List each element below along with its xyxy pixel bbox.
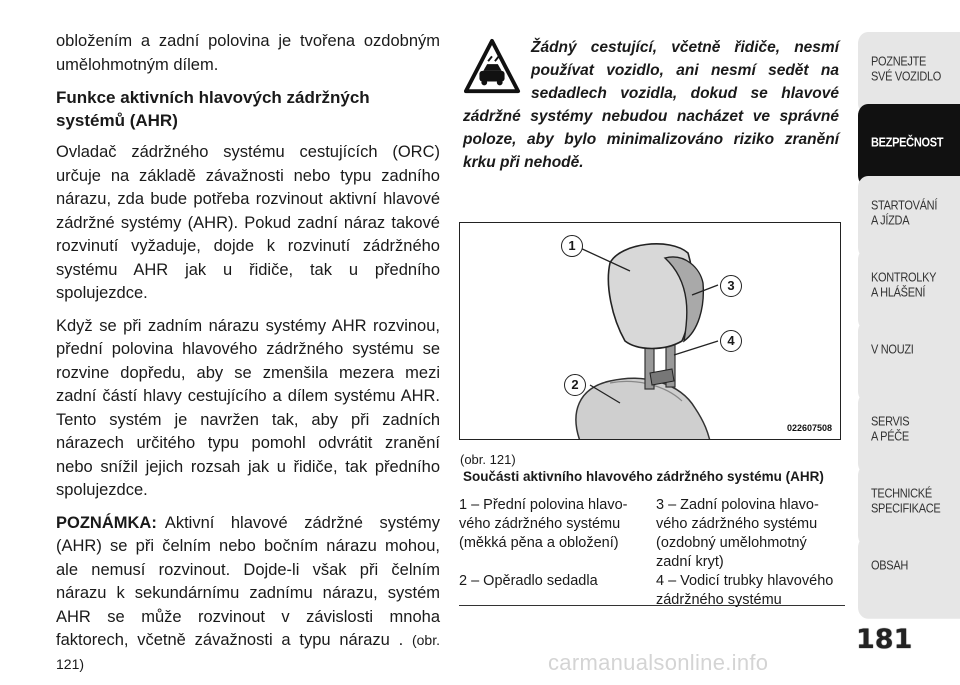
callout-2: 2 [564,374,586,396]
main-text-column [56,30,440,685]
legend-item-1-line-2: vého zádržného systému [459,516,621,532]
note-paragraph [56,512,440,677]
legend-item-2: 2 – Opěradlo sedadla [459,573,598,589]
figure-number: (obr. 121) [460,452,516,467]
note-text: Aktivní hlavové zádržné systémy (AHR) se při čelním nebo bočním nárazu mohou, ale nemusí rozvinout. Dojde-li však při čelním nárazu k sekundárnímu zadnímu nárazu, systém AHR se může rozvinout v závislosti mnoha faktorech, včetně závažnosti a typu nárazu . [56,513,440,649]
legend-divider [459,605,845,606]
figure-code: 022607508 [786,423,832,433]
tab-kontrolky-a-hlaseni[interactable]: KONTROLKY A HLÁŠENÍ [858,248,960,331]
intro-paragraph: obložením a zadní polovina je tvořena ozdobným umělohmotným dílem. [56,32,440,74]
callout-3: 3 [720,275,742,297]
tab-startovani-a-jizda[interactable]: STARTOVÁNÍ A JÍZDA [858,176,960,259]
section-heading: Funkce aktivních hlavových zádržných systémů (AHR) [56,88,370,130]
warning-block [463,36,839,174]
figure-legend [459,496,845,610]
legend-item-4-line-1: 4 – Vodicí trubky hlavového [655,573,834,589]
legend-item-1 [459,496,654,572]
tab-v-nouzi[interactable]: V NOUZI [858,320,960,403]
page-number: 181 [856,624,913,655]
figure-reference-link[interactable]: (obr. 121) [56,632,440,672]
legend-item-1-line-1: 1 – Přední polovina hlavo- [459,497,628,513]
callout-4: 4 [720,330,742,352]
legend-item-4-line-2: zádržného systému [655,592,782,608]
tab-technicke-specifikace[interactable]: TECHNICKÉ SPECIFIKACE [858,464,960,547]
tab-poznejte-sve-vozidlo[interactable]: POZNEJTE SVÉ VOZIDLO [858,32,960,115]
legend-item-3-line-1: 3 – Zadní polovina hlavo- [655,497,819,513]
legend-item-1-line-3: (měkká pěna a obložení) [459,535,619,551]
headrest-figure [459,222,841,440]
warning-triangle-icon [463,38,521,96]
watermark: carmanualsonline.info [548,650,769,675]
body-paragraph-2: Když se při zadním nárazu systémy AHR rozvinou, přední polovina hlavového zádržného systému se rozvine dopředu, aby se zmenšila mezera mezi zadní částí hlavy cestujícího a dílem systému AHR. Tento systém je navržen tak, aby při zadních nárazech určitého typu pomohl odvrátit zranění nebo snížil jejich rozsah jak u řidiče, tak předního spolujezdce. [56,316,440,499]
note-label: POZNÁMKA: [56,513,157,532]
tab-bezpecnost[interactable]: BEZPEČNOST [858,104,960,187]
legend-item-3 [654,496,845,572]
callout-1: 1 [561,235,583,257]
tab-obsah[interactable]: OBSAH [858,536,960,619]
legend-item-3-line-3: (ozdobný umělohmotný [655,535,807,551]
legend-row-1 [459,496,845,572]
legend-item-3-line-4: zadní kryt) [655,554,724,570]
warning-text: Žádný cestující, včetně řidiče, nesmí používat vozidlo, ani nesmí sedět na sedadlech vozidla, dokud se hlavové zádržné systémy nebudou nacházet ve správné poloze, aby bylo minimalizováno riziko zranění krku při nehodě. [463,39,839,171]
headrest-illustration [460,223,841,440]
figure-caption: Součásti aktivního hlavového zádržného systému (AHR) [463,469,824,484]
legend-item-3-line-2: vého zádržného systému [655,516,818,532]
body-paragraph-1: Ovladač zádržného systému cestujících (ORC) určuje na základě závažnosti nebo typu zadního nárazu, zda bude potřeba rozvinout aktivní hlavové zádržné systémy (AHR). Pokud zadní náraz takové rozvinutí vyžaduje, dojde k rozvinutí zádržného systému AHR jak u řidiče, tak u předního spolujezdce. [56,143,440,302]
tab-servis-a-pece[interactable]: SERVIS A PÉČE [858,392,960,475]
